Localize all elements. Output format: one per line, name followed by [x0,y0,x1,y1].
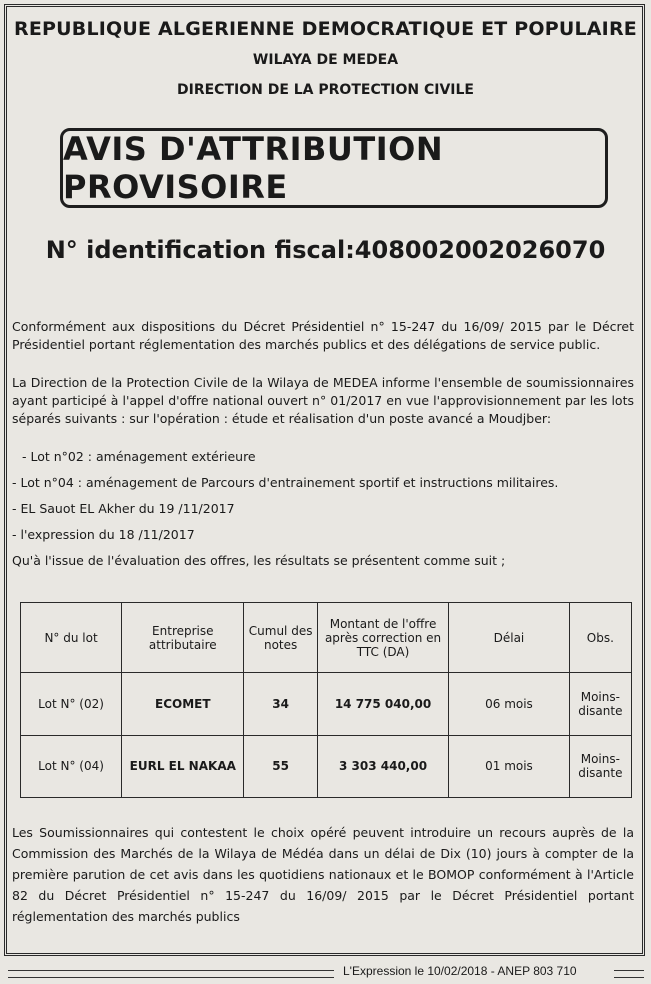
wilaya-heading: WILAYA DE MEDEA [252,52,399,68]
cell-obs: Moins-disante [569,673,631,736]
publication-footer: L'Expression le 10/02/2018 - ANEP 803 710 [343,964,577,978]
col-header-lot: N° du lot [21,603,122,673]
results-intro: Qu'à l'issue de l'évaluation des offres, les résultats se présentent comme suit ; [12,553,506,568]
fiscal-id: N° identification fiscal:408002002026070 [45,236,606,264]
publication-item-2: - l'expression du 18 /11/2017 [12,527,195,542]
publication-item-1: - EL Sauot EL Akher du 19 /11/2017 [12,501,235,516]
intro-paragraph: Conformément aux dispositions du Décret Présidentiel n° 15-247 du 16/09/ 2015 par le Décret Présidentiel portant réglementation des marchés publics et des délégations de service public. [12,319,634,352]
table-row [21,673,632,736]
footer-rule-left [8,970,334,978]
cell-score: 55 [244,735,317,798]
col-header-obs: Obs. [569,603,631,673]
table-header-row [21,603,632,673]
col-header-company: Entreprise attributaire [122,603,244,673]
results-table [20,602,632,798]
lot-04-item: - Lot n°04 : aménagement de Parcours d'entrainement sportif et instructions militaires. [12,475,559,490]
cell-company: EURL EL NAKAA [122,735,244,798]
republic-heading: REPUBLIQUE ALGERIENNE DEMOCRATIQUE ET POPULAIRE [14,18,637,40]
cell-amount: 3 303 440,00 [317,735,448,798]
col-header-score: Cumul des notes [244,603,317,673]
direction-heading: DIRECTION DE LA PROTECTION CIVILE [177,82,474,98]
cell-delay: 01 mois [449,735,569,798]
direction-paragraph: La Direction de la Protection Civile de la Wilaya de MEDEA informe l'ensemble de soumissionnaires ayant participé à l'appel d'offre national ouvert n° 01/2017 en vue l'approvisionnement par les lots séparés suivants : sur l'opération : étude et réalisation d'un poste avancé a Moudjber: [12,375,634,426]
table-row [21,735,632,798]
footer-rule-right [614,970,644,978]
cell-amount: 14 775 040,00 [317,673,448,736]
cell-company: ECOMET [122,673,244,736]
notice-title: AVIS D'ATTRIBUTION PROVISOIRE [60,128,608,208]
appeal-paragraph: Les Soumissionnaires qui contestent le choix opéré peuvent introduire un recours auprès de la Commission des Marchés de la Wilaya de Médéa dans un délai de Dix (10) jours à compter de la première parution de cet avis dans les quotidiens nationaux et le BOMOP conformément à l'Article 82 du Décret Présidentiel n° 15-247 du 16/09/ 2015 par le Décret Présidentiel portant réglementation des marchés publics [12,825,634,924]
cell-lot: Lot N° (02) [21,673,122,736]
lot-02-item: - Lot n°02 : aménagement extérieure [22,449,256,464]
cell-lot: Lot N° (04) [21,735,122,798]
col-header-amount: Montant de l'offre après correction en TTC (DA) [317,603,448,673]
cell-obs: Moins-disante [569,735,631,798]
col-header-delay: Délai [449,603,569,673]
cell-score: 34 [244,673,317,736]
cell-delay: 06 mois [449,673,569,736]
